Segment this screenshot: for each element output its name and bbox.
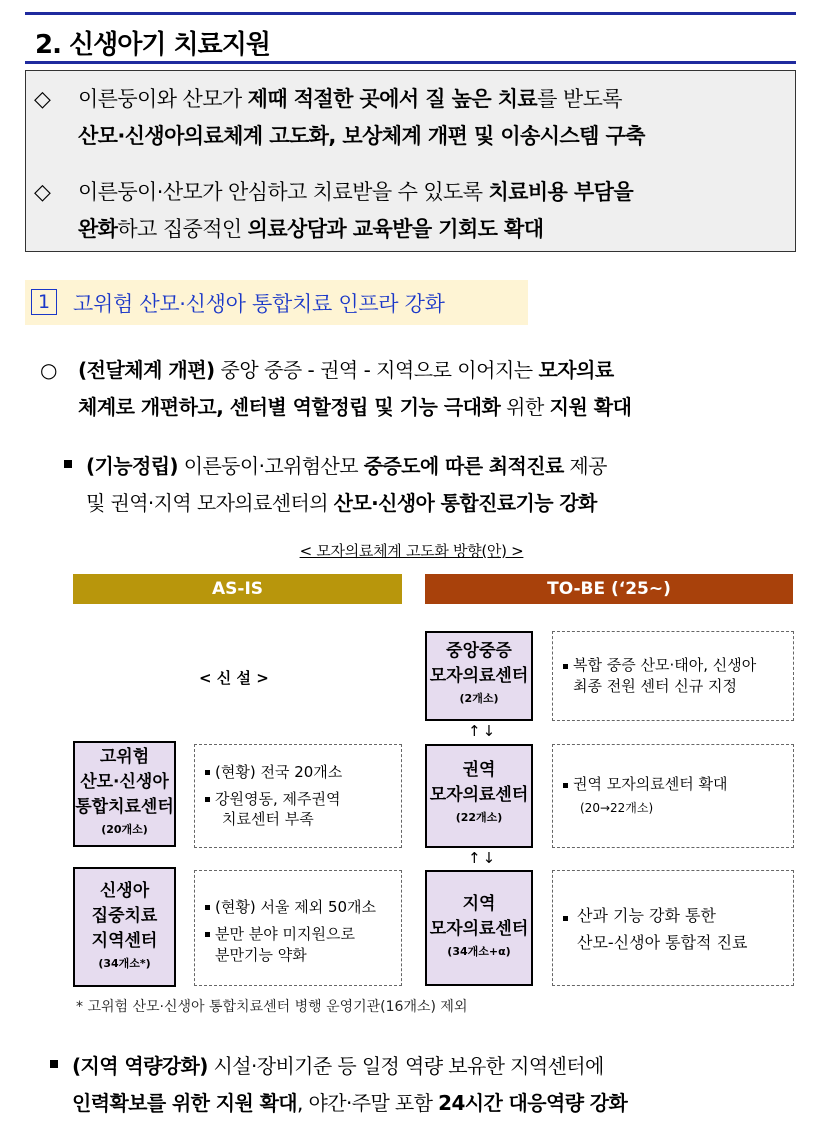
emphasis: 모자의료	[538, 358, 614, 382]
emphasis: 치료비용 부담을	[488, 180, 634, 204]
section-title: 2. 신생아기 치료지원	[35, 30, 270, 60]
text: 위한	[500, 395, 550, 419]
square-bullet-icon	[563, 664, 568, 669]
subsection-number: 1	[31, 289, 57, 315]
box-line: 모자의료센터	[429, 785, 529, 805]
bullet-line-1	[64, 448, 823, 485]
box-count: (2개소)	[459, 692, 499, 705]
desc-line: 분만기능 약화	[215, 946, 307, 964]
asis-neonatal-center-box	[73, 867, 176, 987]
desc-line: 복합 중증 산모·태아, 신생아	[573, 656, 757, 674]
emphasis: 산모·신생아 통합진료기능 강화	[333, 491, 597, 515]
up-down-arrow-icon: ↑↓	[468, 722, 498, 740]
emphasis: 24시간 대응역량 강화	[438, 1091, 628, 1115]
bullet-line-2	[50, 1085, 810, 1122]
text: 제공	[563, 454, 607, 478]
diamond-icon: ◇	[34, 87, 51, 112]
box-count: (22개소)	[455, 811, 503, 824]
box-line: 모자의료센터	[429, 666, 529, 686]
emphasis: 인력확보를 위한 지원 확대	[72, 1091, 298, 1115]
desc-line: 권역 모자의료센터 확대	[573, 775, 728, 793]
up-down-arrow-icon: ↑↓	[468, 849, 498, 867]
square-bullet-icon	[205, 797, 210, 802]
box-line: 집중치료	[91, 906, 158, 926]
emphasis: 제때 적절한 곳에서 질 높은 치료	[247, 87, 538, 111]
box-line: 고위험	[99, 747, 150, 767]
desc-line: (현황) 전국 20개소	[215, 763, 343, 781]
summary-box	[25, 70, 796, 252]
text: , 야간·주말 포함	[297, 1091, 439, 1115]
summary-item-2-line-1	[34, 174, 784, 211]
square-bullet-icon	[205, 905, 210, 910]
tobe-regional-desc	[552, 744, 794, 848]
square-bullet-icon	[563, 916, 568, 921]
emphasis: 의료상담과 교육받을 기회도 확대	[247, 217, 544, 241]
section-header	[25, 12, 796, 64]
bullet-line-2	[64, 485, 823, 522]
tobe-regional-center-box	[425, 744, 533, 848]
text: 이른둥이·산모가 안심하고 치료받을 수 있도록	[78, 180, 489, 204]
square-bullet-icon	[50, 1060, 58, 1068]
bullet-delivery-system	[40, 352, 800, 426]
text: 시설·장비기준 등 일정 역량 보유한 지역센터에	[207, 1054, 604, 1078]
emphasis: 중증도에 따른 최적진료	[363, 454, 564, 478]
circle-bullet-icon: ○	[40, 358, 58, 382]
box-line: 지역	[462, 894, 496, 914]
emphasis: 지원 확대	[549, 395, 632, 419]
asis-header-bar: AS-IS	[73, 574, 402, 604]
box-line: 신생아	[99, 881, 150, 901]
box-line: 통합치료센터	[75, 797, 174, 817]
desc-line: 분만 분야 미지원으로	[215, 925, 355, 943]
tobe-local-center-box	[425, 870, 533, 986]
tobe-local-desc	[552, 870, 794, 986]
text: 하고 집중적인	[117, 217, 248, 241]
bullet-line-1	[40, 352, 800, 389]
asis-high-risk-desc	[194, 744, 402, 848]
diagram-title	[0, 540, 823, 561]
emphasis: 산모·신생아의료체계 고도화, 보상체계 개편 및 이송시스템 구축	[78, 124, 645, 148]
emphasis: 체계로 개편하고, 센터별 역할정립 및 기능 극대화	[78, 395, 501, 419]
square-bullet-icon	[563, 783, 568, 788]
emphasis: (전달체계 개편)	[78, 358, 215, 382]
tobe-header-bar: TO-BE (‘25~)	[425, 574, 793, 604]
asis-neonatal-desc	[194, 870, 402, 986]
bullet-function-role	[64, 448, 823, 522]
box-line: 중앙중증	[446, 641, 512, 661]
box-count: (20개소)	[101, 823, 148, 836]
emphasis: (지역 역량강화)	[72, 1054, 208, 1078]
text: 이른둥이와 산모가	[78, 87, 248, 111]
square-bullet-icon	[64, 460, 72, 468]
desc-line: 최종 전원 센터 신규 지정	[573, 677, 737, 695]
subsection-title: 고위험 산모·신생아 통합치료 인프라 강화	[73, 292, 445, 316]
asis-high-risk-center-box	[73, 741, 176, 847]
diagram-footnote: * 고위험 산모·신생아 통합치료센터 병행 운영기관(16개소) 제외	[76, 999, 468, 1015]
summary-item-2-line-2	[34, 211, 784, 248]
diagram-title-text: < 모자의료체계 고도화 방향(안) >	[299, 542, 524, 560]
text: 중앙 중증 - 권역 - 지역으로 이어지는	[214, 358, 539, 382]
summary-item-1	[34, 81, 784, 155]
summary-item-1-line-2	[34, 118, 784, 155]
emphasis: 완화	[78, 217, 118, 241]
subsection-heading	[25, 280, 528, 325]
diamond-icon: ◇	[34, 180, 51, 205]
bullet-line-2	[40, 389, 800, 426]
box-line: 산모·신생아	[80, 772, 169, 792]
box-line: 권역	[462, 760, 496, 780]
box-count: (34개소+α)	[447, 945, 511, 958]
box-line: 지역센터	[91, 931, 158, 951]
text: 및 권역·지역 모자의료센터의	[86, 491, 334, 515]
desc-line: (20→22개소)	[580, 801, 654, 815]
tobe-central-center-box	[425, 631, 533, 721]
tobe-central-desc	[552, 631, 794, 721]
emphasis: (기능정립)	[86, 454, 178, 478]
text: 를 받도록	[537, 87, 622, 111]
box-count: (34개소*)	[98, 957, 151, 970]
desc-line: 강원영동, 제주권역	[215, 790, 341, 808]
bullet-line-1	[50, 1048, 810, 1085]
box-line: 모자의료센터	[429, 919, 529, 939]
desc-line: 산과 기능 강화 통한	[577, 906, 716, 925]
square-bullet-icon	[205, 932, 210, 937]
square-bullet-icon	[205, 770, 210, 775]
new-establishment-label: < 신 설 >	[199, 669, 269, 687]
desc-line: 치료센터 부족	[222, 810, 314, 828]
desc-line: (현황) 서울 제외 50개소	[215, 898, 377, 916]
bullet-regional-capacity	[50, 1048, 810, 1122]
summary-item-1-line-1	[34, 81, 784, 118]
desc-line: 산모-신생아 통합적 진료	[577, 933, 748, 952]
summary-item-2	[34, 174, 784, 248]
text: 이른둥이·고위험산모	[177, 454, 364, 478]
